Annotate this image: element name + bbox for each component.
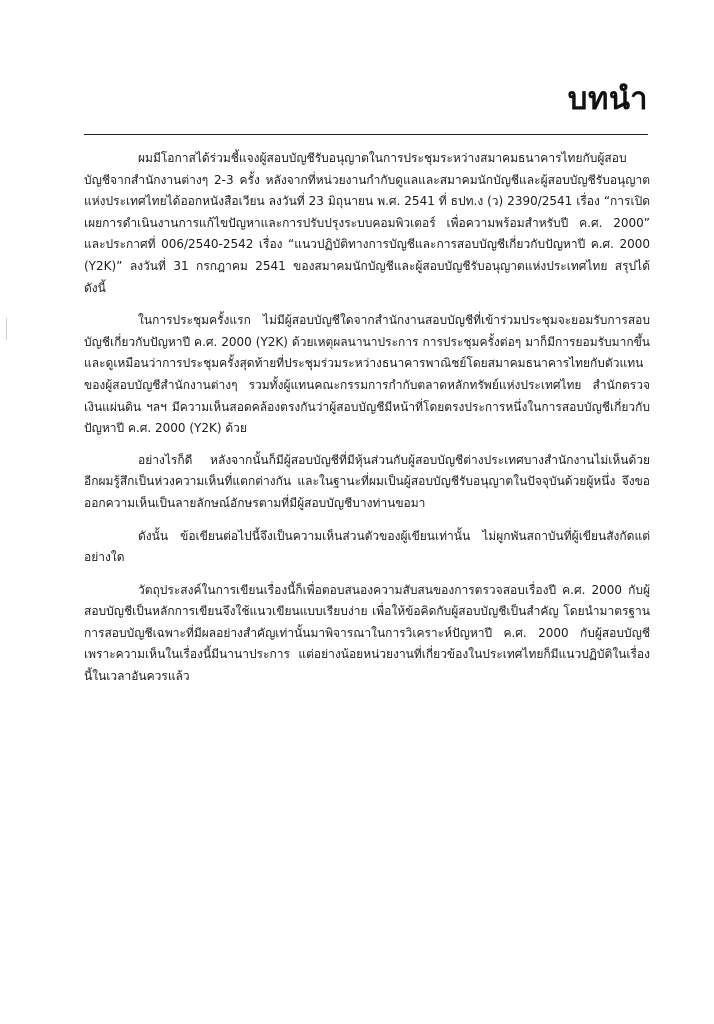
page-title: บทนำ bbox=[567, 81, 648, 117]
body-text bbox=[84, 148, 650, 688]
margin-mark bbox=[6, 318, 7, 340]
paragraph-1: ผมมีโอกาสได้ร่วมชี้แจงผู้สอบบัญชีรับอนุญาตในการประชุมระหว่างสมาคมธนาคารไทยกับผู้สอบบัญชีจากสำนักงานต่างๆ 2-3 ครั้ง หลังจากที่หน่วยงานกำกับดูแลและสมาคมนักบัญชีและผู้สอบบัญชีรับอนุญาตแห่งประเทศไทยได้ออกหนังสือเวียน ลงวันที่ 23 มิถุนายน พ.ศ. 2541 ที่ ธปท.ง (ว) 2390/2541 เรื่อง “การเปิดเผยการดำเนินงานการแก้ไขปัญหาและการปรับปรุงระบบคอมพิวเตอร์ เพื่อความพร้อมสำหรับปี ค.ศ. 2000” และประกาศที่ 006/2540-2542 เรื่อง “แนวปฏิบัติทางการบัญชีและการสอบบัญชีเกี่ยวกับปัญหาปี ค.ศ. 2000 (Y2K)” ลงวันที่ 31 กรกฎาคม 2541 ของสมาคมนักบัญชีและผู้สอบบัญชีรับอนุญาตแห่งประเทศไทย สรุปได้ดังนี้ bbox=[84, 151, 650, 295]
paragraph-3: อย่างไรก็ดี หลังจากนั้นก็มีผู้สอบบัญชีที่มีหุ้นส่วนกับผู้สอบบัญชีต่างประเทศบางสำนักงานไม่เห็นด้วยอีกผมรู้สึกเป็นห่วงความเห็นที่แตกต่างกัน และในฐานะที่ผมเป็นผู้สอบบัญชีรับอนุญาตในปัจจุบันด้วยผู้หนึ่ง จึงขอออกความเห็นเป็นลายลักษณ์อักษรตามที่มีผู้สอบบัญชีบางท่านขอมา bbox=[84, 452, 650, 510]
paragraph-5: วัตถุประสงค์ในการเขียนเรื่องนี้ก็เพื่อตอบสนองความสับสนของการตรวจสอบเรื่องปี ค.ศ. 2000 กับผู้สอบบัญชีเป็นหลักการเขียนจึงใช้แนวเขียนแบบเรียบง่าย เพื่อให้ข้อคิดกับผู้สอบบัญชีเป็นสำคัญ โดยนำมาตรฐานการสอบบัญชีเฉพาะที่มีผลอย่างสำคัญเท่านั้นมาพิจารณาในการวิเคราะห์ปัญหาปี ค.ศ. 2000 กับผู้สอบบัญชี เพราะความเห็นในเรื่องนี้มีนานาประการ แต่อย่างน้อยหน่วยงานที่เกี่ยวข้องในประเทศไทยก็มีแนวปฏิบัติในเรื่องนี้ในเวลาอันควรแล้ว bbox=[84, 582, 650, 684]
paragraph-4: ดังนั้น ข้อเขียนต่อไปนี้จึงเป็นความเห็นส่วนตัวของผู้เขียนเท่านั้น ไม่ผูกพันสถาบันที่ผู้เขียนสังกัดแต่อย่างใด bbox=[84, 528, 650, 565]
title-divider bbox=[84, 134, 648, 135]
paragraph-2: ในการประชุมครั้งแรก ไม่มีผู้สอบบัญชีใดจากสำนักงานสอบบัญชีที่เข้าร่วมประชุมจะยอมรับการสอบบัญชีเกี่ยวกับปัญหาปี ค.ศ. 2000 (Y2K) ด้วยเหตุผลนานาประการ การประชุมครั้งต่อๆ มาก็มีการยอมรับมากขึ้น และดูเหมือนว่าการประชุมครั้งสุดท้ายที่ประชุมร่วมระหว่างธนาคารพาณิชย์โดยสมาคมธนาคารไทยกับตัวแทนของผู้สอบบัญชีสำนักงานต่างๆ รวมทั้งผู้แทนคณะกรรมการกำกับตลาดหลักทรัพย์แห่งประเทศไทย สำนักตรวจเงินแผ่นดิน ฯลฯ มีความเห็นสอดคล้องตรงกันว่าผู้สอบบัญชีมีหน้าที่โดยตรงประการหนึ่งในการสอบบัญชีเกี่ยวกับปัญหาปี ค.ศ. 2000 (Y2K) ด้วย bbox=[84, 313, 650, 436]
